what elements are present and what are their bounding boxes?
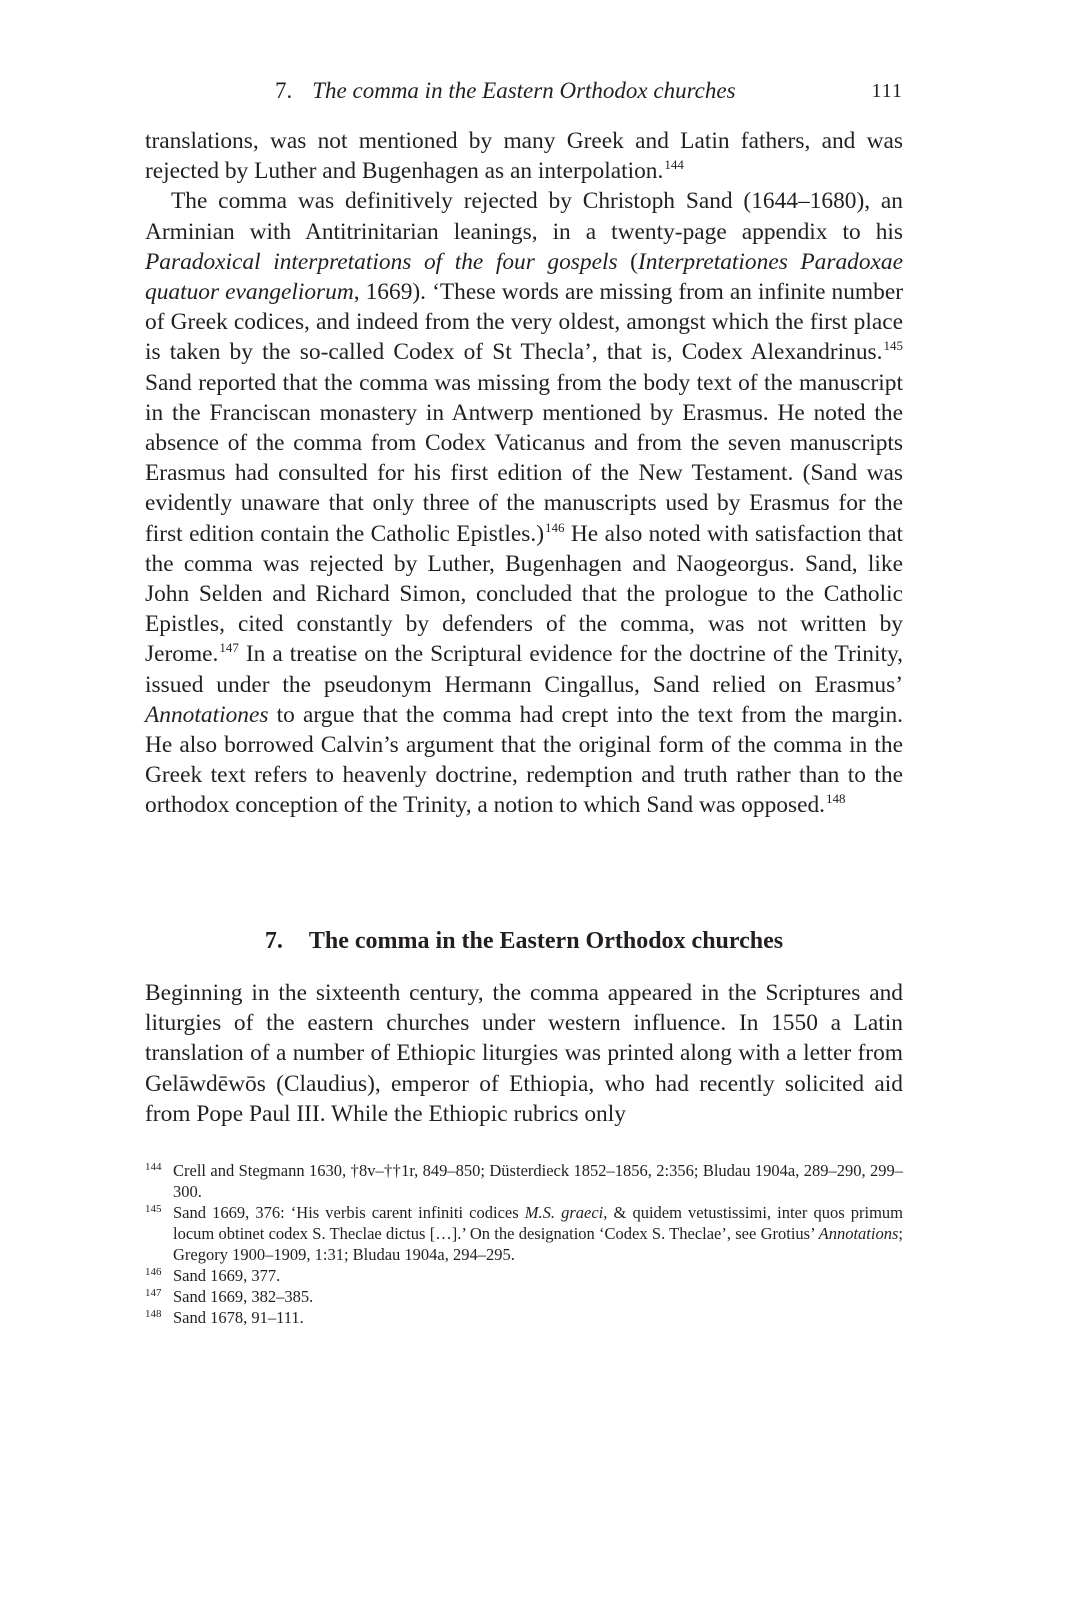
text-run: Sand 1669, 382–385.: [173, 1287, 314, 1306]
footnote-number: 147: [145, 1287, 162, 1299]
running-head-section-number: 7.: [275, 78, 293, 103]
section-heading-title: The comma in the Eastern Orthodox churches: [308, 928, 784, 954]
page-number: 111: [871, 80, 903, 102]
text-run: Sand reported that the comma was missing from the body text of the manuscript in the Franciscan monastery in Antwerp mentioned by Erasmus. He noted the absence of the comma from Codex Vaticanus and from the seven manuscripts Erasmus had consulted for his first edition of the New Testament. (Sand was evidently unaware that only three of the manuscripts used by Erasmus for the first edition contain the Catholic Epistles.): [145, 369, 903, 547]
paragraph: [145, 126, 903, 186]
text-run: ; Gregory 1900–1909, 1:31; Bludau 1904a, 294–295.: [173, 1224, 903, 1264]
italic-title: Interpretationes Paradoxae quatuor evangeliorum: [145, 248, 903, 306]
running-head-section-title: The comma in the Eastern Orthodox churches: [312, 78, 736, 103]
footnote-146: [145, 1265, 903, 1286]
section-heading: [145, 928, 903, 955]
section-heading-number: 7.: [264, 928, 283, 954]
footnote-reference[interactable]: 147: [219, 640, 239, 656]
text-run: The comma was definitively rejected by Christoph Sand (1644–1680), an Arminian with Antitrinitarian leanings, in a twenty-page appendix to his: [145, 188, 903, 245]
footnote-number: 144: [145, 1161, 162, 1173]
running-head: [145, 78, 903, 110]
text-run: (: [617, 248, 638, 275]
footnote-number: 146: [145, 1266, 162, 1278]
footnotes: [145, 1160, 903, 1328]
footnote-reference[interactable]: 146: [545, 519, 565, 535]
text-run: Sand 1669, 376: ‘His verbis carent infiniti codices: [173, 1203, 525, 1222]
text-run: to argue that the comma had crept into the text from the margin. He also borrowed Calvin’s argument that the original form of the comma in the Greek text refers to heavenly doctrine, redemption and truth rather than to the orthodox conception of the Trinity, a notion to which Sand was opposed.: [145, 701, 903, 819]
text-run: Sand 1678, 91–111.: [173, 1308, 304, 1327]
footnote-reference[interactable]: 145: [883, 338, 903, 354]
footnote-148: [145, 1307, 903, 1328]
footnote-145: [145, 1202, 903, 1265]
text-run: Beginning in the sixteenth century, the comma appeared in the Scriptures and liturgies of the eastern churches under western influence. In 1550 a Latin translation of a number of Ethiopic liturgies was printed along with a letter from Gelāwdēwōs (Claudius), emperor of Ethiopia, who had recently solicited aid from Pope Paul III. While the Ethiopic rubrics only: [145, 980, 903, 1127]
text-run: Sand 1669, 377.: [173, 1266, 281, 1285]
italic-title: M.S. graeci: [524, 1203, 604, 1222]
footnote-144: [145, 1160, 903, 1202]
paragraph: [145, 978, 903, 1129]
paragraph: [145, 186, 903, 820]
text-run: Crell and Stegmann 1630, †8v–††1r, 849–850; Düsterdieck 1852–1856, 2:356; Bludau 1904a, 289–290, 299–300.: [173, 1161, 903, 1201]
text-run: In a treatise on the Scriptural evidence for the doctrine of the Trinity, issued under the pseudonym Hermann Cingallus, Sand relied on Erasmus’: [145, 641, 903, 698]
italic-title: Paradoxical interpretations of the four gospels: [145, 248, 618, 275]
footnote-number: 145: [145, 1203, 162, 1215]
footnote-number: 148: [145, 1308, 162, 1320]
text-run: , & quidem vetustissimi, inter quos primum locum obtinet codex S. Theclae dictus […].’ On the designation ‘Codex S. Theclae’, see Grotius’: [173, 1203, 904, 1243]
running-head-title: [275, 78, 736, 104]
text-run: He also noted with satisfaction that the comma was rejected by Luther, Bugenhagen and Naogeorgus. Sand, like John Selden and Richard Simon, concluded that the prologue to the Catholic Epistles, cited constantly by defenders of the comma, was not written by Jerome.: [145, 520, 903, 668]
section-body-text: [145, 978, 903, 1129]
body-text: [145, 126, 903, 821]
footnote-reference[interactable]: 148: [826, 791, 846, 807]
italic-title: Annotationes: [145, 701, 269, 728]
footnote-reference[interactable]: 144: [664, 157, 684, 173]
footnote-147: [145, 1286, 903, 1307]
text-run: , 1669). ‘These words are missing from an infinite number of Greek codices, and indeed from the very oldest, amongst which the first place is taken by the so-called Codex of St Thecla’, that is, Codex Alexandrinus.: [145, 279, 903, 366]
text-run: translations, was not mentioned by many Greek and Latin fathers, and was rejected by Luther and Bugenhagen as an interpolation.: [145, 128, 903, 185]
italic-title: Annotations: [818, 1224, 899, 1243]
